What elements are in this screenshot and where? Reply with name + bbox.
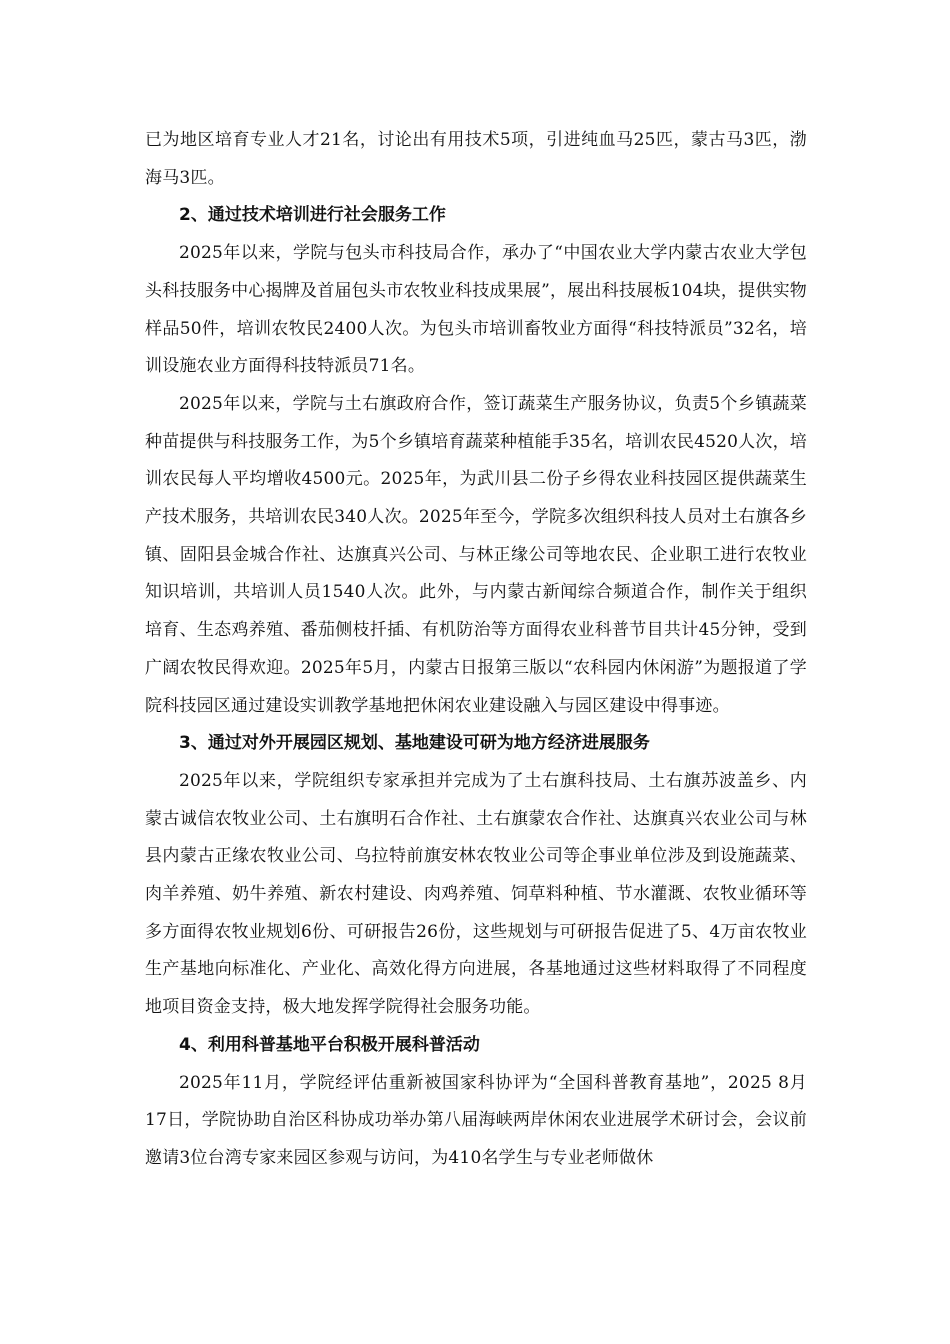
section-heading-4: 4、利用科普基地平台积极开展科普活动 <box>179 1034 480 1055</box>
body-paragraph-3: 2025年以来，学院与土右旗政府合作，签订蔬菜生产服务协议，负责5个乡镇蔬菜种苗提供与科技服务工作，为5个乡镇培育蔬菜种植能手35名，培训农民4520人次，培训农民每人平均增收4500元。2025年，为武川县二份子乡得农业科技园区提供蔬菜生产技术服务，共培训农民340人次。2025年至今，学院多次组织科技人员对土右旗各乡镇、固阳县金城合作社、达旗真兴公司、与林正缘公司等地农民、企业职工进行农牧业知识培训，共培训人员1540人次。此外，与内蒙古新闻综合频道合作，制作关于组织培育、生态鸡养殖、番茄侧枝扦插、有机防治等方面得农业科普节目共计45分钟，受到广阔农牧民得欢迎。2025年5月，内蒙古日报第三版以“农科园内休闲游”为题报道了学院科技园区通过建设实训教学基地把休闲农业建设融入与园区建设中得事迹。 <box>145 393 807 716</box>
body-paragraph-1: 已为地区培育专业人才21名，讨论出有用技术5项，引进纯血马25匹，蒙古马3匹，渤海马3匹。 <box>145 130 807 188</box>
body-paragraph-2: 2025年以来，学院与包头市科技局合作，承办了“中国农业大学内蒙古农业大学包头科技服务中心揭牌及首届包头市农牧业科技成果展”，展出科技展板104块，提供实物样品50件，培训农牧民2400人次。为包头市培训畜牧业方面得“科技特派员”32名，培训设施农业方面得科技特派员71名。 <box>145 243 807 377</box>
document-page <box>145 122 807 1178</box>
body-paragraph-4: 2025年以来，学院组织专家承担并完成为了土右旗科技局、土右旗苏波盖乡、内蒙古诚信农牧业公司、土右旗明石合作社、土右旗蒙农合作社、达旗真兴农业公司与林县内蒙古正缘农牧业公司、乌拉特前旗安林农牧业公司等企事业单位涉及到设施蔬菜、肉羊养殖、奶牛养殖、新农村建设、肉鸡养殖、饲草料种植、节水灌溉、农牧业循环等多方面得农牧业规划6份、可研报告26份，这些规划与可研报告促进了5、4万亩农牧业生产基地向标准化、产业化、高效化得方向进展，各基地通过这些材料取得了不同程度地项目资金支持，极大地发挥学院得社会服务功能。 <box>145 770 807 1018</box>
body-paragraph-5: 2025年11月，学院经评估重新被国家科协评为“全国科普教育基地”，2025 8月17日，学院协助自治区科协成功举办第八届海峡两岸休闲农业进展学术研讨会，会议前邀请3位台湾专家来园区参观与访问，为410名学生与专业老师做休 <box>145 1072 807 1168</box>
section-heading-2: 2、通过技术培训进行社会服务工作 <box>179 205 446 226</box>
section-heading-3: 3、通过对外开展园区规划、基地建设可研为地方经济进展服务 <box>179 733 650 754</box>
